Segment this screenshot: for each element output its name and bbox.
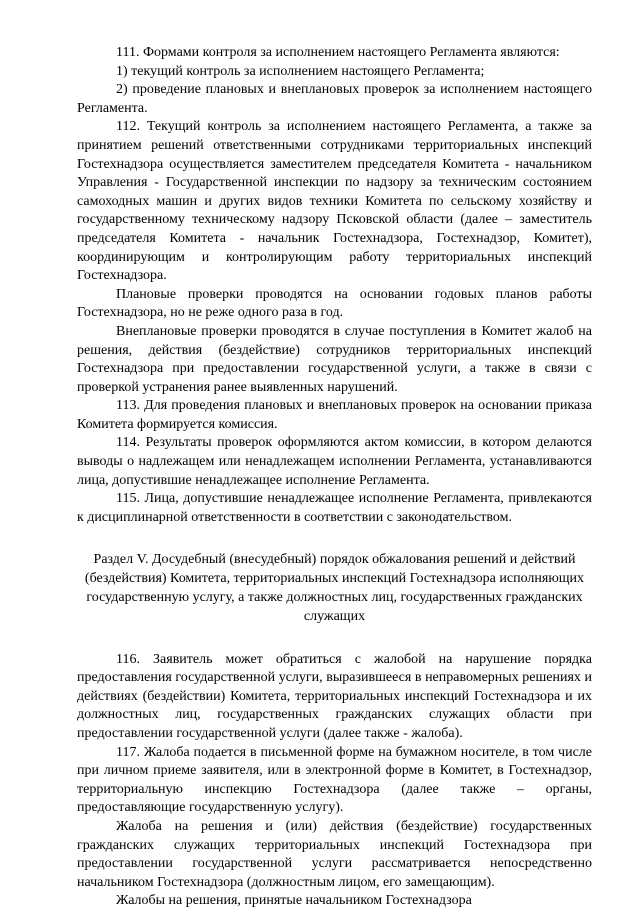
paragraph-112: 112. Текущий контроль за исполнением настоящего Регламента, а также за принятием решений ответственными сотрудниками территориальных инспекций Гостехнадзора осуществляется заместителем председателя Комитета - начальником Управления - Государственной инспекции по надзору за техническим состоянием самоходных машин и других видов техники Комитета по сельскому хозяйству и государственному техническому надзору Псковской области (далее – заместитель председателя Комитета - начальник Гостехнадзора, Гостехнадзор, Комитет), координирующим и контролирующим работу территориальных инспекций Гостехнадзора. <box>77 119 592 284</box>
paragraph-111-item-2: 2) проведение плановых и внеплановых проверок за исполнением настоящего Регламента. <box>77 82 592 116</box>
paragraph-unplanned-inspections: Внеплановые проверки проводятся в случае поступления в Комитет жалоб на решения, действия (бездействие) сотрудников территориальных инспекций Гостехнадзора при предоставлении государственной услуги, а также в связи с проверкой устранения ранее выявленных нарушений. <box>77 323 592 395</box>
paragraph-planned-inspections: Плановые проверки проводятся на основании годовых планов работы Гостехнадзора, но не реже одного раза в год. <box>77 286 592 321</box>
paragraph-111: 111. Формами контроля за исполнением настоящего Регламента являются: <box>116 45 560 60</box>
paragraph-complaint-employees: Жалоба на решения и (или) действия (бездействие) государственных гражданских служащих территориальных инспекций Гостехнадзора при предоставлении государственной услуги рассматривается непосредственно начальником Гостехнадзора (должностным лицом, его замещающим). <box>77 818 592 890</box>
paragraph-117: 117. Жалоба подается в письменной форме на бумажном носителе, в том числе при личном приеме заявителя, или в электронной форме в Комитет, в Гостехнадзор, территориальную инспекцию Гостехнадзора (далее также – органы, предоставляющие государственную услугу). <box>77 744 592 816</box>
paragraph-113: 113. Для проведения плановых и внеплановых проверок на основании приказа Комитета формируется комиссия. <box>77 398 592 432</box>
paragraph-complaint-head: Жалобы на решения, принятые начальником Гостехнадзора <box>116 893 472 909</box>
paragraph-111-item-1: 1) текущий контроль за исполнением настоящего Регламента; <box>116 63 485 79</box>
paragraph-115: 115. Лица, допустившие ненадлежащее исполнение Регламента, привлекаются к дисциплинарной ответственности в соответствии с законодательством. <box>77 491 592 525</box>
paragraph-114: 114. Результаты проверок оформляются актом комиссии, в котором делаются выводы о надлежащем или ненадлежащем исполнении Регламента, устанавливаются лица, допустившие ненадлежащее исполнение Регламента. <box>77 435 592 488</box>
section-heading: Раздел V. Досудебный (внесудебный) порядок обжалования решений и действий (бездействия) Комитета, территориальных инспекций Гостехнадзора исполняющих государственную услугу, а также должностных лиц, государственных гражданских служащих <box>84 552 585 624</box>
paragraph-116: 116. Заявитель может обратиться с жалобой на нарушение порядка предоставления государственной услуги, выразившееся в неправомерных решениях и действиях (бездействии) Комитета, территориальных инспекций Гостехнадзора и их должностных лиц, государственных гражданских служащих области при предоставлении государственной услуги (далее также - жалоба). <box>77 651 592 741</box>
